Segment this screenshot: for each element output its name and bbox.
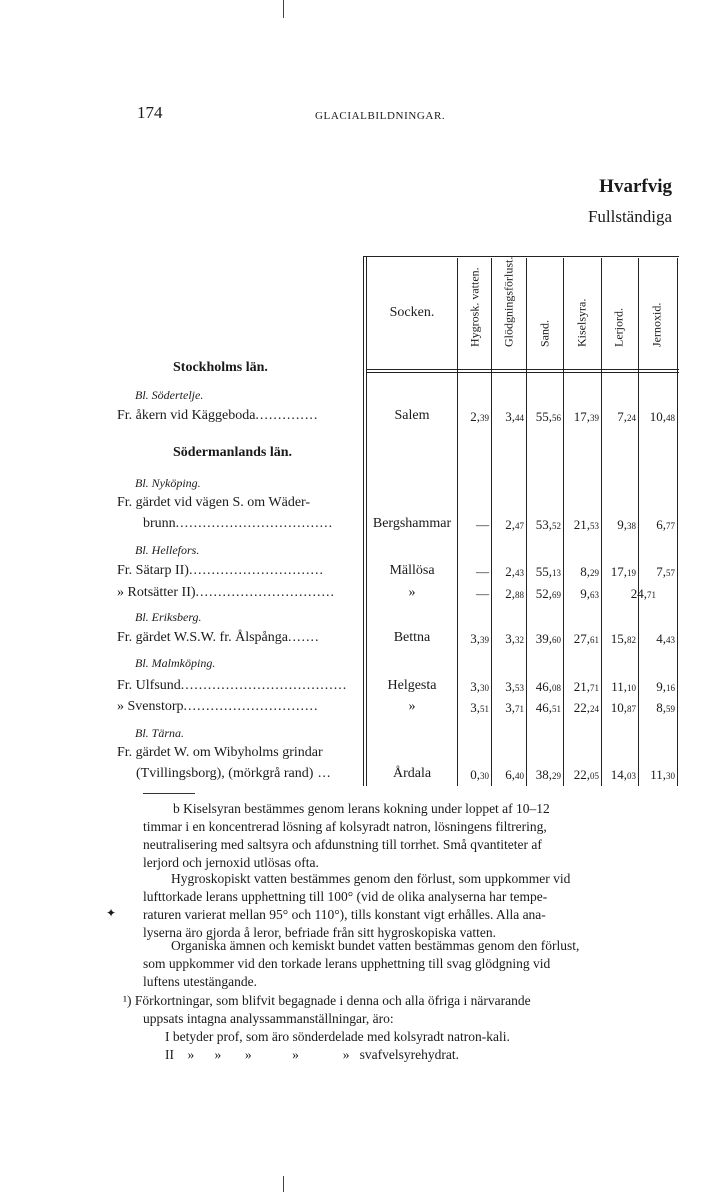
cell-kiselsyra-row-8: 22,05 [573,767,599,782]
cell-sand-row-1: 55,56 [535,409,561,424]
fn2-line2: lufttorkade lerans upphettning till 100° (vid de olika analyserna har tempe- [143,889,548,904]
cell-kiselsyra-row-1: 17,39 [573,409,599,424]
bl-sodertelje: Bl. Södertelje. [135,388,204,402]
loc-kaggeboda: Fr. åkern vid Käggeboda.............. [117,408,319,423]
cell-glodgning-row-5: 3,32 [505,631,524,646]
socken-bergshammar: Bergshammar [372,516,452,531]
cell-kiselsyra-row-2: 21,53 [573,517,599,532]
footnote-organiska [143,937,637,991]
loc-rotsatter: » Rotsätter II)............................... [117,585,336,600]
cell-hygrosk-row-3: — [476,564,489,579]
col-header-hygrosk: Hygrosk. vatten. [467,267,482,347]
fn2-line4: lyserna äro gjorda å leror, befriade från sitt hygroskopiska vatten. [143,925,496,940]
fn1-line4: lerjord och jernoxid utlösas ofta. [143,855,319,870]
cell-lerjord-row-7: 10,87 [610,700,636,715]
bl-tarna: Bl. Tärna. [135,726,185,740]
loc-satarp: Fr. Sätarp II).............................. [117,563,324,578]
cell-hygrosk-row-5: 3,39 [470,631,489,646]
footnote-hygroskopiskt [143,870,637,942]
cell-jernoxid-row-6: 9,16 [656,679,675,694]
cell-glodgning-row-7: 3,71 [505,700,524,715]
socken-mallosa: Mällösa [389,563,435,578]
cell-jernoxid-row-1: 10,48 [649,409,675,424]
loc-waderbrunn: brunn................................... [143,516,334,531]
fn4-line3: I betyder prof, som äro sönderdelade med kolsyradt natron-kali. [165,1029,510,1044]
cell-glodgning-row-8: 6,40 [505,767,524,782]
col-header-lerjord: Lerjord. [611,308,626,347]
socken-salem: Salem [394,408,430,423]
bl-malmkoping: Bl. Malmköping. [135,656,216,670]
cell-sand-row-8: 38,29 [535,767,561,782]
cell-lerjord-row-8: 14,03 [610,767,636,782]
cell-hygrosk-row-1: 2,39 [470,409,489,424]
section-sodermanland: Södermanlands län. [173,445,293,460]
cell-glodgning-row-2: 2,47 [505,517,524,532]
fn3-line3: luftens utestängande. [143,974,257,989]
loc-ulfsund: Fr. Ulfsund..................................... [117,678,348,693]
footnote-rule [143,793,195,794]
col-rule-right [677,258,678,786]
cell-kiselsyra-row-3: 8,29 [580,564,599,579]
fn4-line1: ¹) Förkortningar, som blifvit begagnade i denna och alla öfriga i närvarande [123,993,531,1008]
fn3-line2: som uppkommer vid den torkade lerans upphettning till svag glödgning vid [143,956,551,971]
cell-sand-row-7: 46,51 [535,700,561,715]
socken-bettna: Bettna [393,630,431,645]
fn1-line3: neutralisering med saltsyra och afdunstning till torrhet. Små qvantiteter af [143,837,542,852]
socken-ditto-2: » [408,699,416,714]
cell-hygrosk-row-2: — [476,517,489,532]
table-subtitle: Fullständiga [587,207,672,226]
cell-jernoxid-row-7: 8,59 [656,700,675,715]
cell-sand-row-6: 46,08 [535,679,561,694]
footnote-forkortningar [123,992,639,1064]
scan-mark-bottom [283,1176,284,1192]
loc-tvillingsborg: (Tvillingsborg), (mörkgrå rand) ... [136,766,332,781]
table-title: Hvarfvig [599,176,672,197]
fn1-line2: timmar i en koncentrerad lösning af kolsyradt natron, lösningens filtrering, [143,819,547,834]
cell-kiselsyra-row-7: 22,24 [573,700,599,715]
fn3-line1: Organiska ämnen och kemiskt bundet vatten bestämmas genom den förlust, [171,938,580,953]
cell-hygrosk-row-7: 3,51 [470,700,489,715]
cell-sand-row-4: 52,69 [535,586,561,601]
col-header-jernoxid: Jernoxid. [649,302,664,347]
cell-sand-row-2: 53,52 [535,517,561,532]
cell-kiselsyra-row-4: 9,63 [580,586,599,601]
cell-lerjord-row-5: 15,82 [610,631,636,646]
socken-ardala: Årdala [392,766,432,781]
fn4-line2: uppsats intagna analyssammanställningar, äro: [143,1011,394,1026]
cell-lerjord-row-2: 9,38 [617,517,636,532]
table-rule-top [363,256,679,257]
loc-svenstorp: » Svenstorp.............................. [117,699,319,714]
fn4-line4: II » » » » » svafvelsyrehydrat. [165,1047,459,1062]
loc-alspanga: Fr. gärdet W.S.W. fr. Ålspånga....... [117,630,320,645]
cell-hygrosk-row-6: 3,30 [470,679,489,694]
socken-header: Socken. [389,305,435,320]
table-rule-left [363,256,364,786]
cell-jernoxid-row-2: 6,77 [656,517,675,532]
running-head: GLACIALBILDNINGAR. [315,110,446,122]
cell-sand-row-3: 55,13 [535,564,561,579]
loc-wibyholm-line1: Fr. gärdet W. om Wibyholms grindar [117,745,323,760]
fn1-line1: b Kiselsyran bestämmes genom lerans kokning under loppet af 10–12 [173,801,550,816]
cell-kiselsyra-row-5: 27,61 [573,631,599,646]
cell-jernoxid-row-3: 7,57 [656,564,675,579]
footnote-kiselsyra [143,800,637,872]
cell-jernoxid-row-8: 11,30 [650,767,675,782]
table-rule-header-2 [366,372,679,373]
cell-lerjord-row-4: 24,71 [630,586,656,601]
loc-waderbrunn-line1: Fr. gärdet vid vägen S. om Wäder- [117,495,311,510]
cell-hygrosk-row-8: 0,30 [470,767,489,782]
page-number: 174 [137,103,163,122]
cell-lerjord-row-1: 7,24 [617,409,636,424]
col-header-sand: Sand. [537,320,552,347]
cell-sand-row-5: 39,60 [535,631,561,646]
col-header-glodgning: Glödgningsförlust. [501,256,516,347]
cell-hygrosk-row-4: — [476,586,489,601]
cell-glodgning-row-4: 2,88 [505,586,524,601]
bl-nykoping: Bl. Nyköping. [135,476,201,490]
fn2-line3: raturen varierat mellan 95° och 110°), tills konstant vigt erhålles. Alla ana- [143,907,546,922]
cell-glodgning-row-6: 3,53 [505,679,524,694]
bl-eriksberg: Bl. Eriksberg. [135,610,202,624]
socken-ditto-1: » [408,585,416,600]
section-stockholm: Stockholms län. [173,360,268,375]
margin-mark: ✦ [106,906,117,920]
bl-hellefors: Bl. Hellefors. [135,543,200,557]
cell-lerjord-row-3: 17,19 [610,564,636,579]
fn2-line1: Hygroskopiskt vatten bestämmes genom den förlust, som uppkommer vid [171,871,571,886]
cell-lerjord-row-6: 11,10 [611,679,636,694]
cell-kiselsyra-row-6: 21,71 [573,679,599,694]
cell-jernoxid-row-5: 4,43 [656,631,675,646]
scan-mark-top [283,0,284,18]
cell-glodgning-row-1: 3,44 [505,409,524,424]
col-header-kiselsyra: Kiselsyra. [574,298,589,347]
socken-helgesta: Helgesta [387,678,437,693]
cell-glodgning-row-3: 2,43 [505,564,524,579]
table-rule-header [366,369,679,370]
